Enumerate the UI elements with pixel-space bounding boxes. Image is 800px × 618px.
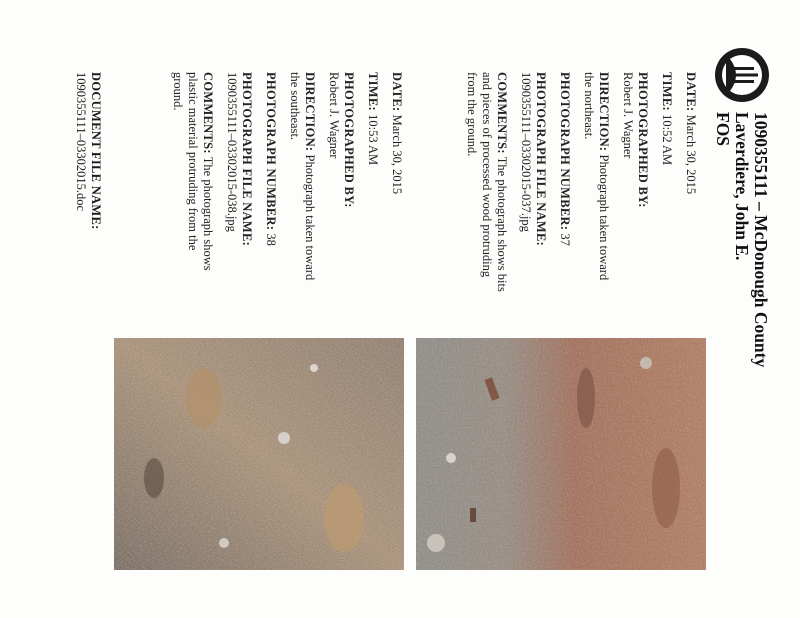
title-line-owner: Laverdiere, John E.: [732, 112, 752, 261]
direction-value: Photograph taken toward the northeast.: [582, 72, 611, 281]
direction-label: DIRECTION:: [597, 72, 611, 152]
comments-value: The photograph shows bits and pieces of processed wood protruding from the ground.: [465, 72, 509, 292]
comments-label: COMMENTS:: [201, 72, 215, 154]
photo-number-value: 37: [558, 233, 572, 246]
site-photo-38: [114, 338, 404, 570]
comments-value: The photograph shows plastic material protruding from the ground.: [171, 72, 215, 271]
photo-file-label: PHOTOGRAPH FILE NAME:: [240, 72, 254, 247]
comments-label: COMMENTS:: [495, 72, 509, 154]
page-title: [713, 112, 770, 572]
date-label: DATE:: [684, 72, 698, 112]
direction-label: DIRECTION:: [303, 72, 317, 152]
time-label: TIME:: [366, 72, 380, 111]
time-value: 10:53 AM: [366, 114, 380, 166]
photographer-label: PHOTOGRAPHED BY:: [636, 72, 650, 208]
title-line-site: 1090355111 – McDonough County: [751, 112, 771, 368]
photo-file-value: 1090355111–03302015-037.jpg: [519, 72, 533, 232]
direction-value: Photograph taken toward the southeast.: [288, 72, 317, 281]
time-value: 10:52 AM: [660, 114, 674, 166]
photo-file-label: PHOTOGRAPH FILE NAME:: [534, 72, 548, 247]
document-file-value: 1090355111–03302015.doc: [74, 72, 88, 211]
photo-caption-37: [455, 72, 698, 292]
site-photo-37: [416, 338, 706, 570]
photographer-value: Robert J. Wagner: [327, 72, 341, 159]
agency-seal-icon: [712, 45, 772, 105]
date-label: DATE:: [390, 72, 404, 112]
photographer-label: PHOTOGRAPHED BY:: [342, 72, 356, 208]
document-file-name: [73, 72, 103, 312]
photo-number-label: PHOTOGRAPH NUMBER:: [558, 72, 572, 231]
document-file-label: DOCUMENT FILE NAME:: [89, 72, 103, 230]
date-value: March 30, 2015: [684, 114, 698, 195]
date-value: March 30, 2015: [390, 114, 404, 195]
time-label: TIME:: [660, 72, 674, 111]
photo-caption-38: [161, 72, 404, 292]
photo-number-label: PHOTOGRAPH NUMBER:: [264, 72, 278, 231]
photographer-value: Robert J. Wagner: [621, 72, 635, 159]
photo-number-value: 38: [264, 233, 278, 246]
photo-file-value: 1090355111–03302015-038.jpg: [225, 72, 239, 232]
title-line-office: FOS: [713, 112, 733, 147]
